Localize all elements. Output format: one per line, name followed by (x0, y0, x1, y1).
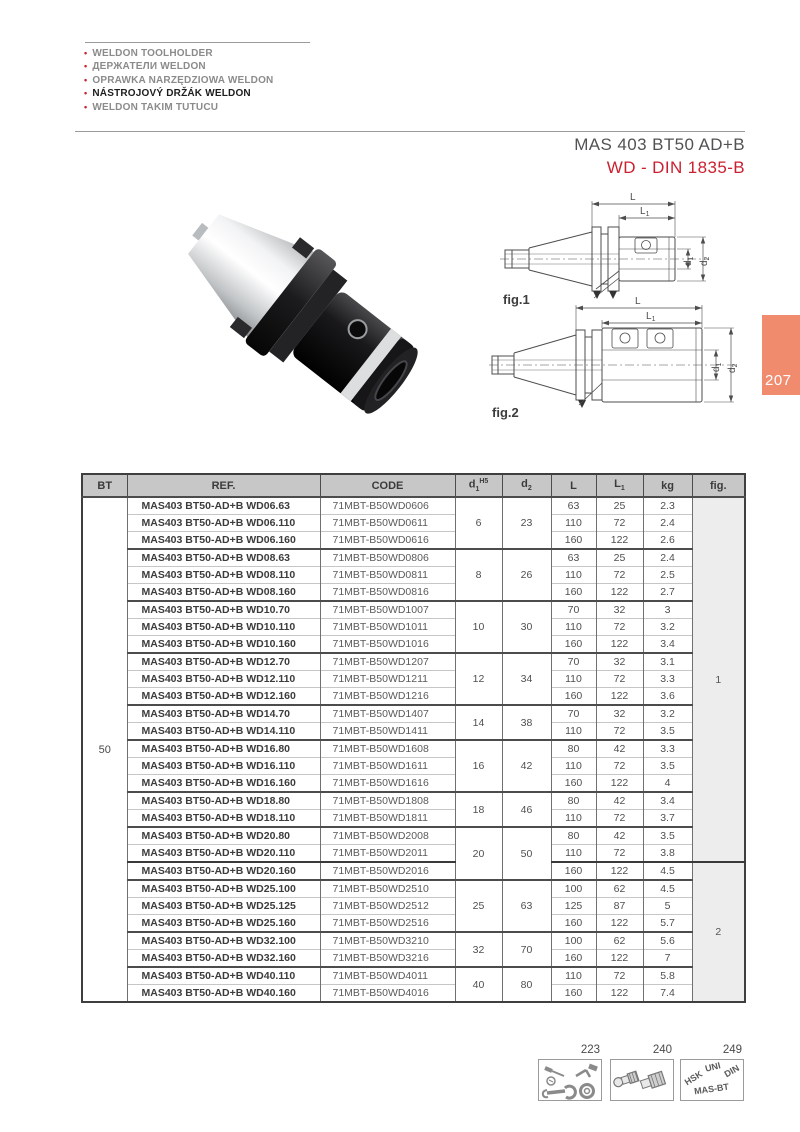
dim-d2-label: $d_2$ (727, 363, 739, 373)
ref-cell: MAS403 BT50-AD+B WD12.160 (127, 688, 320, 706)
dim-L-label: L (630, 192, 636, 203)
product-name-pl: • OPRAWKA NARZĘDZIOWA WELDON (84, 74, 274, 86)
table-row (82, 862, 745, 880)
L-cell: 110 (551, 845, 596, 863)
table-row (82, 515, 745, 532)
L1-cell: 122 (596, 985, 643, 1003)
L-cell: 70 (551, 653, 596, 671)
L-cell: 110 (551, 723, 596, 741)
d1-cell: 20 (455, 827, 502, 880)
L1-cell: 122 (596, 950, 643, 968)
code-cell: 71MBT-B50WD3216 (320, 950, 455, 968)
table-row (82, 950, 745, 968)
column-header-fig: fig. (692, 474, 745, 497)
kg-cell: 3.7 (643, 810, 692, 828)
top-divider (85, 42, 310, 43)
dim-d1-label: $d_1$ (683, 256, 695, 266)
table-row (82, 601, 745, 619)
bullet-icon: • (84, 48, 88, 58)
table-header-row (82, 474, 745, 497)
page-tab (762, 315, 800, 395)
ref-cell: MAS403 BT50-AD+B WD18.80 (127, 792, 320, 810)
code-cell: 71MBT-B50WD4011 (320, 967, 455, 985)
table-row (82, 740, 745, 758)
d1-cell: 25 (455, 880, 502, 932)
L1-cell: 122 (596, 775, 643, 793)
d1-cell: 10 (455, 601, 502, 653)
product-name-list (84, 47, 273, 114)
pull-stud-icon (610, 1059, 674, 1101)
table-row (82, 758, 745, 775)
bullet-icon: • (84, 88, 88, 99)
L-cell: 160 (551, 915, 596, 933)
L1-cell: 122 (596, 532, 643, 550)
code-cell: 71MBT-B50WD2016 (320, 862, 455, 880)
L1-cell: 42 (596, 827, 643, 845)
ref-cell: MAS403 BT50-AD+B WD40.160 (127, 985, 320, 1003)
table-row (82, 932, 745, 950)
d1-cell: 8 (455, 549, 502, 601)
kg-cell: 2.4 (643, 515, 692, 532)
standard-label-uni: UNI (704, 1060, 722, 1074)
L1-cell: 122 (596, 584, 643, 602)
L1-cell: 32 (596, 705, 643, 723)
ref-cell: MAS403 BT50-AD+B WD25.100 (127, 880, 320, 898)
related-page-tools (538, 1044, 602, 1101)
d1-cell: 18 (455, 792, 502, 827)
L1-cell: 25 (596, 549, 643, 567)
L-cell: 63 (551, 549, 596, 567)
kg-cell: 3.1 (643, 653, 692, 671)
L1-cell: 42 (596, 740, 643, 758)
code-cell: 71MBT-B50WD2011 (320, 845, 455, 863)
related-page-pull-studs (610, 1044, 674, 1101)
bt-cell: 50 (82, 497, 127, 1002)
kg-cell: 4.5 (643, 880, 692, 898)
ref-cell: MAS403 BT50-AD+B WD12.110 (127, 671, 320, 688)
d1-cell: 6 (455, 497, 502, 549)
L-cell: 70 (551, 705, 596, 723)
table-row (82, 827, 745, 845)
L-cell: 160 (551, 688, 596, 706)
L-cell: 63 (551, 497, 596, 515)
code-cell: 71MBT-B50WD0616 (320, 532, 455, 550)
code-cell: 71MBT-B50WD1011 (320, 619, 455, 636)
ref-cell: MAS403 BT50-AD+B WD20.160 (127, 862, 320, 880)
table-row (82, 497, 745, 515)
code-cell: 71MBT-B50WD2510 (320, 880, 455, 898)
d1-cell: 32 (455, 932, 502, 967)
tools-icon (538, 1059, 602, 1101)
L-cell: 110 (551, 810, 596, 828)
table-row (82, 532, 745, 550)
L-cell: 160 (551, 950, 596, 968)
ref-cell: MAS403 BT50-AD+B WD10.70 (127, 601, 320, 619)
spec-table (81, 473, 746, 1003)
table-row (82, 985, 745, 1003)
d2-cell: 38 (502, 705, 551, 740)
d1-cell: 12 (455, 653, 502, 705)
code-cell: 71MBT-B50WD1608 (320, 740, 455, 758)
d2-cell: 30 (502, 601, 551, 653)
code-cell: 71MBT-B50WD0816 (320, 584, 455, 602)
code-cell: 71MBT-B50WD2008 (320, 827, 455, 845)
product-name-tr: • WELDON TAKIM TUTUCU (84, 101, 219, 113)
d1-cell: 14 (455, 705, 502, 740)
standard-label-din: DIN (722, 1062, 741, 1080)
ref-cell: MAS403 BT50-AD+B WD32.100 (127, 932, 320, 950)
kg-cell: 3.4 (643, 792, 692, 810)
product-name-cz: • NÁSTROJOVÝ DRŽÁK WELDON (84, 88, 251, 100)
table-row (82, 880, 745, 898)
column-header-ref: REF. (127, 474, 320, 497)
fig2-drawing (486, 293, 744, 423)
fig1-label: fig.1 (503, 292, 530, 307)
table-row (82, 810, 745, 828)
table-row (82, 792, 745, 810)
ref-cell: MAS403 BT50-AD+B WD14.70 (127, 705, 320, 723)
kg-cell: 4.5 (643, 862, 692, 880)
L-cell: 160 (551, 985, 596, 1003)
kg-cell: 3 (643, 601, 692, 619)
code-cell: 71MBT-B50WD1016 (320, 636, 455, 654)
column-header-kg: kg (643, 474, 692, 497)
column-header-d1: $d_1^{H5}$ (455, 474, 502, 497)
table-row (82, 915, 745, 933)
table-row (82, 775, 745, 793)
code-cell: 71MBT-B50WD0806 (320, 549, 455, 567)
L-cell: 100 (551, 880, 596, 898)
L-cell: 100 (551, 932, 596, 950)
code-cell: 71MBT-B50WD1808 (320, 792, 455, 810)
fig-cell: 1 (692, 497, 745, 862)
code-cell: 71MBT-B50WD1216 (320, 688, 455, 706)
ref-cell: MAS403 BT50-AD+B WD06.160 (127, 532, 320, 550)
standard-label-hsk: HSK (682, 1068, 705, 1088)
code-cell: 71MBT-B50WD1811 (320, 810, 455, 828)
code-cell: 71MBT-B50WD1616 (320, 775, 455, 793)
table-row (82, 845, 745, 863)
kg-cell: 7.4 (643, 985, 692, 1003)
kg-cell: 3.5 (643, 827, 692, 845)
kg-cell: 3.5 (643, 723, 692, 741)
kg-cell: 2.4 (643, 549, 692, 567)
column-header-code: CODE (320, 474, 455, 497)
L1-cell: 32 (596, 601, 643, 619)
L1-cell: 72 (596, 515, 643, 532)
product-photo (176, 190, 426, 430)
L-cell: 70 (551, 601, 596, 619)
table-row (82, 653, 745, 671)
ref-cell: MAS403 BT50-AD+B WD08.63 (127, 549, 320, 567)
d1-cell: 40 (455, 967, 502, 1002)
d2-cell: 42 (502, 740, 551, 792)
ref-cell: MAS403 BT50-AD+B WD20.110 (127, 845, 320, 863)
ref-cell: MAS403 BT50-AD+B WD20.80 (127, 827, 320, 845)
table-row (82, 584, 745, 602)
L1-cell: 122 (596, 862, 643, 880)
dim-L-label: L (635, 296, 641, 307)
table-row (82, 723, 745, 741)
ref-cell: MAS403 BT50-AD+B WD10.110 (127, 619, 320, 636)
L-cell: 110 (551, 758, 596, 775)
L1-cell: 62 (596, 932, 643, 950)
ref-cell: MAS403 BT50-AD+B WD16.80 (127, 740, 320, 758)
page-ref-number: 223 (580, 1044, 600, 1056)
kg-cell: 3.3 (643, 740, 692, 758)
table-row (82, 619, 745, 636)
d2-cell: 23 (502, 497, 551, 549)
ref-cell: MAS403 BT50-AD+B WD32.160 (127, 950, 320, 968)
ref-cell: MAS403 BT50-AD+B WD16.160 (127, 775, 320, 793)
kg-cell: 3.2 (643, 619, 692, 636)
table-row (82, 567, 745, 584)
kg-cell: 3.2 (643, 705, 692, 723)
standards-box (680, 1059, 744, 1101)
L1-cell: 72 (596, 671, 643, 688)
L-cell: 80 (551, 827, 596, 845)
L-cell: 110 (551, 567, 596, 584)
L-cell: 110 (551, 515, 596, 532)
kg-cell: 2.6 (643, 532, 692, 550)
dim-d1-label: $d_1$ (711, 362, 723, 372)
code-cell: 71MBT-B50WD1211 (320, 671, 455, 688)
code-cell: 71MBT-B50WD3210 (320, 932, 455, 950)
product-name-en: • WELDON TOOLHOLDER (84, 48, 213, 59)
code-cell: 71MBT-B50WD1411 (320, 723, 455, 741)
kg-cell: 2.3 (643, 497, 692, 515)
ref-cell: MAS403 BT50-AD+B WD08.160 (127, 584, 320, 602)
L1-cell: 87 (596, 898, 643, 915)
kg-cell: 4 (643, 775, 692, 793)
kg-cell: 2.7 (643, 584, 692, 602)
code-cell: 71MBT-B50WD1407 (320, 705, 455, 723)
ref-cell: MAS403 BT50-AD+B WD08.110 (127, 567, 320, 584)
product-name-ru: • ДЕРЖАТЕЛИ WELDON (84, 61, 206, 73)
page-subtitle: WD - DIN 1835-B (606, 158, 745, 177)
ref-cell: MAS403 BT50-AD+B WD10.160 (127, 636, 320, 654)
code-cell: 71MBT-B50WD2516 (320, 915, 455, 933)
d2-cell: 46 (502, 792, 551, 827)
fig1-drawing (497, 188, 722, 310)
L1-cell: 72 (596, 967, 643, 985)
table-row (82, 636, 745, 654)
ref-cell: MAS403 BT50-AD+B WD40.110 (127, 967, 320, 985)
ref-cell: MAS403 BT50-AD+B WD25.160 (127, 915, 320, 933)
table-row (82, 705, 745, 723)
d2-cell: 63 (502, 880, 551, 932)
kg-cell: 2.5 (643, 567, 692, 584)
table-row (82, 688, 745, 706)
L1-cell: 42 (596, 792, 643, 810)
L1-cell: 72 (596, 758, 643, 775)
title-block (574, 135, 745, 178)
table-row (82, 967, 745, 985)
L1-cell: 72 (596, 619, 643, 636)
table-row (82, 898, 745, 915)
L-cell: 160 (551, 584, 596, 602)
L-cell: 125 (551, 898, 596, 915)
L-cell: 160 (551, 636, 596, 654)
kg-cell: 5.8 (643, 967, 692, 985)
code-cell: 71MBT-B50WD0606 (320, 497, 455, 515)
page-ref-number: 240 (652, 1044, 672, 1056)
kg-cell: 5.6 (643, 932, 692, 950)
ref-cell: MAS403 BT50-AD+B WD16.110 (127, 758, 320, 775)
kg-cell: 3.3 (643, 671, 692, 688)
L1-cell: 72 (596, 567, 643, 584)
d1-cell: 16 (455, 740, 502, 792)
dim-L1-label: $L_1$ (646, 311, 656, 323)
L1-cell: 122 (596, 688, 643, 706)
page-title: MAS 403 BT50 AD+B (574, 135, 745, 154)
code-cell: 71MBT-B50WD1611 (320, 758, 455, 775)
ref-cell: MAS403 BT50-AD+B WD18.110 (127, 810, 320, 828)
fig2-label: fig.2 (492, 405, 519, 420)
L1-cell: 72 (596, 845, 643, 863)
ref-cell: MAS403 BT50-AD+B WD25.125 (127, 898, 320, 915)
column-header-L1: $L_1$ (596, 474, 643, 497)
L1-cell: 72 (596, 810, 643, 828)
kg-cell: 3.6 (643, 688, 692, 706)
L1-cell: 62 (596, 880, 643, 898)
L-cell: 80 (551, 792, 596, 810)
d2-cell: 34 (502, 653, 551, 705)
dim-d2-label: $d_2$ (699, 256, 711, 266)
page-number: 207 (765, 372, 792, 389)
column-header-d2: $d_2$ (502, 474, 551, 497)
related-page-standards (680, 1044, 744, 1101)
L1-cell: 32 (596, 653, 643, 671)
page-ref-number: 249 (722, 1044, 742, 1056)
L1-cell: 122 (596, 915, 643, 933)
kg-cell: 3.4 (643, 636, 692, 654)
d2-cell: 80 (502, 967, 551, 1002)
L1-cell: 122 (596, 636, 643, 654)
L-cell: 80 (551, 740, 596, 758)
code-cell: 71MBT-B50WD4016 (320, 985, 455, 1003)
L-cell: 160 (551, 775, 596, 793)
kg-cell: 5 (643, 898, 692, 915)
code-cell: 71MBT-B50WD0811 (320, 567, 455, 584)
L1-cell: 25 (596, 497, 643, 515)
d2-cell: 70 (502, 932, 551, 967)
fig-cell: 2 (692, 862, 745, 1002)
L-cell: 160 (551, 862, 596, 880)
L-cell: 110 (551, 967, 596, 985)
table-row (82, 671, 745, 688)
bullet-icon: • (84, 74, 88, 85)
kg-cell: 3.5 (643, 758, 692, 775)
ref-cell: MAS403 BT50-AD+B WD06.63 (127, 497, 320, 515)
ref-cell: MAS403 BT50-AD+B WD12.70 (127, 653, 320, 671)
L1-cell: 72 (596, 723, 643, 741)
column-header-bt: BT (82, 474, 127, 497)
kg-cell: 3.8 (643, 845, 692, 863)
kg-cell: 7 (643, 950, 692, 968)
table-row (82, 549, 745, 567)
code-cell: 71MBT-B50WD2512 (320, 898, 455, 915)
L-cell: 160 (551, 532, 596, 550)
L-cell: 110 (551, 671, 596, 688)
header-divider (75, 131, 745, 132)
L-cell: 110 (551, 619, 596, 636)
kg-cell: 5.7 (643, 915, 692, 933)
dim-L1-label: $L_1$ (640, 206, 650, 218)
ref-cell: MAS403 BT50-AD+B WD14.110 (127, 723, 320, 741)
bullet-icon: • (84, 101, 88, 112)
ref-cell: MAS403 BT50-AD+B WD06.110 (127, 515, 320, 532)
d2-cell: 50 (502, 827, 551, 880)
code-cell: 71MBT-B50WD0611 (320, 515, 455, 532)
code-cell: 71MBT-B50WD1207 (320, 653, 455, 671)
standard-label-mas-bt: MAS-BT (693, 1081, 730, 1097)
d2-cell: 26 (502, 549, 551, 601)
code-cell: 71MBT-B50WD1007 (320, 601, 455, 619)
column-header-L: L (551, 474, 596, 497)
bullet-icon: • (84, 61, 88, 72)
